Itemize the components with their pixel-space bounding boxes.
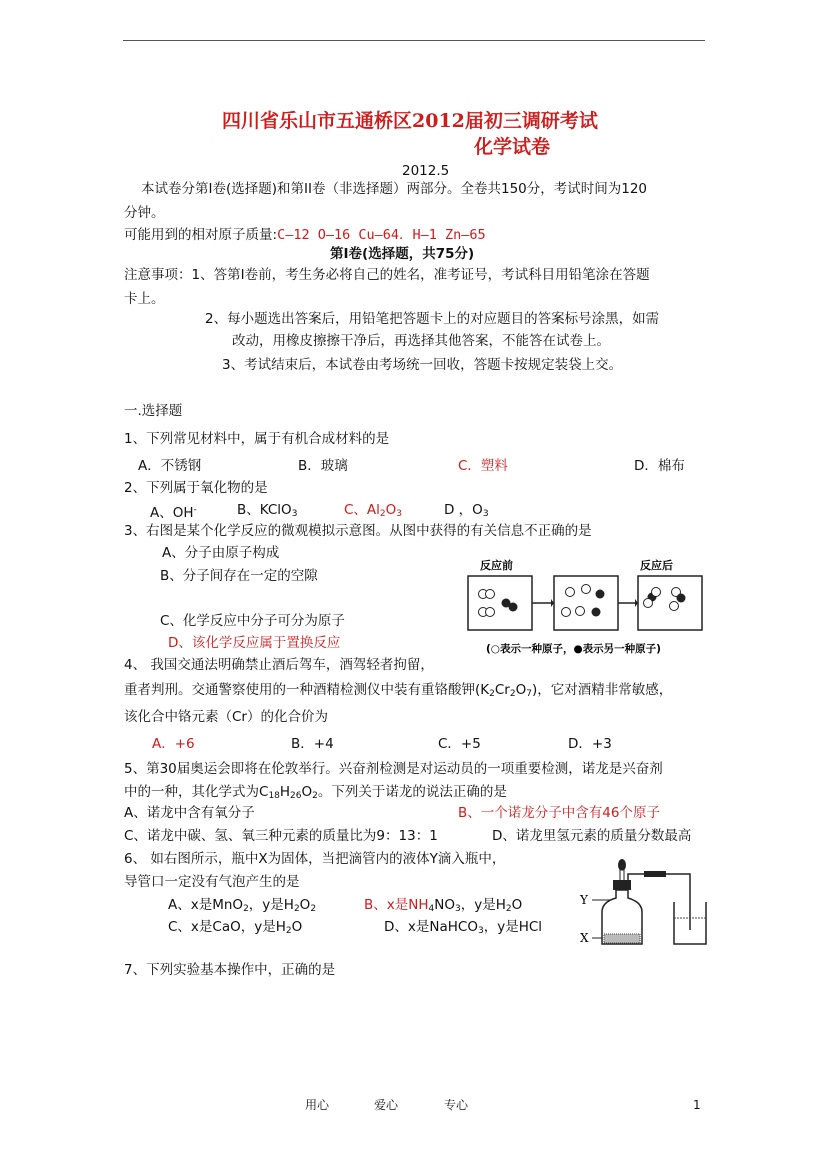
q1-stem: 1、下列常见材料中，属于有机合成材料的是 [124, 431, 390, 447]
q4-stem-1: 4、 我国交通法明确禁止酒后驾车，酒驾轻者拘留， [124, 657, 434, 673]
q4-option-d: D．+3 [568, 736, 612, 752]
note-3: 3、考试结束后，本试卷由考场统一回收，答题卡按规定装袋上交。 [222, 357, 623, 373]
q5-option-c: C、诺龙中碳、氢、氧三种元素的质量比为9：13：1 [124, 828, 438, 844]
page-number: 1 [693, 1098, 701, 1112]
fig-label-y: Y [580, 893, 588, 907]
q4-option-a: A．+6 [152, 736, 195, 752]
q5-option-b: B、一个诺龙分子中含有46个原子 [458, 805, 660, 821]
q6-option-c: C、x是CaO，y是$H_2O$ [168, 919, 303, 936]
exam-date: 2012.5 [402, 163, 450, 179]
q5-stem-2: 中的一种，其化学式为$C_{18}H_{26}O_2$。下列关于诺龙的说法正确的是 [124, 784, 507, 801]
exam-title: 四川省乐山市五通桥区2012届初三调研考试 [222, 110, 598, 132]
intro-line-1: 本试卷分第I卷(选择题)和第II卷（非选择题）两部分。全卷共150分，考试时间为120 [141, 181, 648, 197]
atomic-mass-values: C—12 O—16 Cu—64．H—1 Zn—65 [277, 227, 486, 243]
q6-stem-2: 导管口一定没有气泡产生的是 [124, 874, 300, 890]
note-1b: 卡上。 [124, 291, 165, 307]
header-rule [123, 40, 705, 41]
footer-word-2: 爱心 [374, 1098, 399, 1112]
q6-option-d: D、x是NaHCO$_3$，y是HCl [384, 919, 543, 936]
note-1a: 注意事项：1、答第I卷前，考生务必将自己的姓名，准考证号，考试科目用铅笔涂在答题 [124, 267, 650, 283]
box-before [468, 576, 532, 630]
atomic-mass-label: 可能用到的相对原子质量: [124, 227, 278, 243]
q3-stem: 3、右图是某个化学反应的微观模拟示意图。从图中获得的有关信息不正确的是 [124, 523, 592, 539]
q4-option-c: C．+5 [438, 736, 481, 752]
q1-option-b: B．玻璃 [298, 458, 348, 474]
q3-option-a: A、分子由原子构成 [162, 545, 280, 561]
q1-option-a: A．不锈钢 [138, 458, 202, 474]
q5-option-a: A、诺龙中含有氧分子 [124, 805, 255, 821]
q6-option-b: B、x是$NH_4NO_3$，y是$H_2O$ [364, 897, 523, 914]
q3-option-d: D、该化学反应属于置换反应 [168, 635, 341, 651]
note-2b: 改动，用橡皮擦擦干净后，再选择其他答案，不能答在试卷上。 [232, 333, 610, 349]
q2-option-b: B、KClO$_3$ [237, 502, 298, 519]
q2-option-a: A、OH- [150, 505, 197, 521]
q1-option-d: D．棉布 [634, 458, 685, 474]
fig-label-x: X [580, 931, 589, 945]
q3-option-c: C、化学反应中分子可分为原子 [160, 613, 345, 629]
q7-stem: 7、下列实验基本操作中，正确的是 [124, 962, 336, 978]
fig-after-label: 反应后 [640, 559, 673, 572]
q6-stem-1: 6、 如右图所示，瓶中X为固体，当把滴管内的液体Y滴入瓶中， [124, 851, 506, 867]
fig-before-label: 反应前 [480, 559, 513, 572]
footer-word-1: 用心 [305, 1098, 330, 1112]
footer-word-3: 专心 [444, 1098, 469, 1112]
q3-option-b: B、分子间存在一定的空隙 [160, 568, 318, 584]
q4-stem-2: 重者判刑。交通警察使用的一种酒精检测仪中装有重铬酸钾$(K_2Cr_2O_7)$，它对酒精非常敏感， [124, 682, 673, 699]
q1-option-c: C．塑料 [458, 458, 508, 474]
q2-stem: 2、下列属于氧化物的是 [124, 480, 268, 496]
q2-option-d: D ，$O_3$ [444, 502, 489, 519]
q3-reaction-diagram [466, 556, 716, 660]
q4-option-b: B．+4 [291, 736, 334, 752]
atomic-mass-line [124, 226, 486, 244]
exam-subtitle: 化学试卷 [474, 136, 551, 158]
part-heading: 一.选择题 [124, 403, 183, 419]
q4-stem-3: 该化合中铬元素（Cr）的化合价为 [124, 709, 328, 725]
fig-caption: (○表示一种原子，●表示另一种原子) [486, 643, 661, 655]
intro-line-2: 分钟。 [124, 205, 165, 221]
q5-option-d: D、诺龙里氢元素的质量分数最高 [492, 828, 692, 844]
q5-stem-1: 5、第30届奥运会即将在伦敦举行。兴奋剂检测是对运动员的一项重要检测，诺龙是兴奋剂 [124, 761, 663, 777]
q2-option-c: C、$Al_2O_3$ [344, 502, 403, 519]
q6-apparatus-diagram [578, 852, 708, 948]
section1-heading: 第I卷(选择题，共75分) [330, 246, 475, 262]
note-2a: 2、每小题选出答案后，用铅笔把答题卡上的对应题目的答案标号涂黑，如需 [205, 311, 660, 327]
q6-option-a: A、x是MnO$_2$，y是$H_2O_2$ [168, 897, 317, 914]
